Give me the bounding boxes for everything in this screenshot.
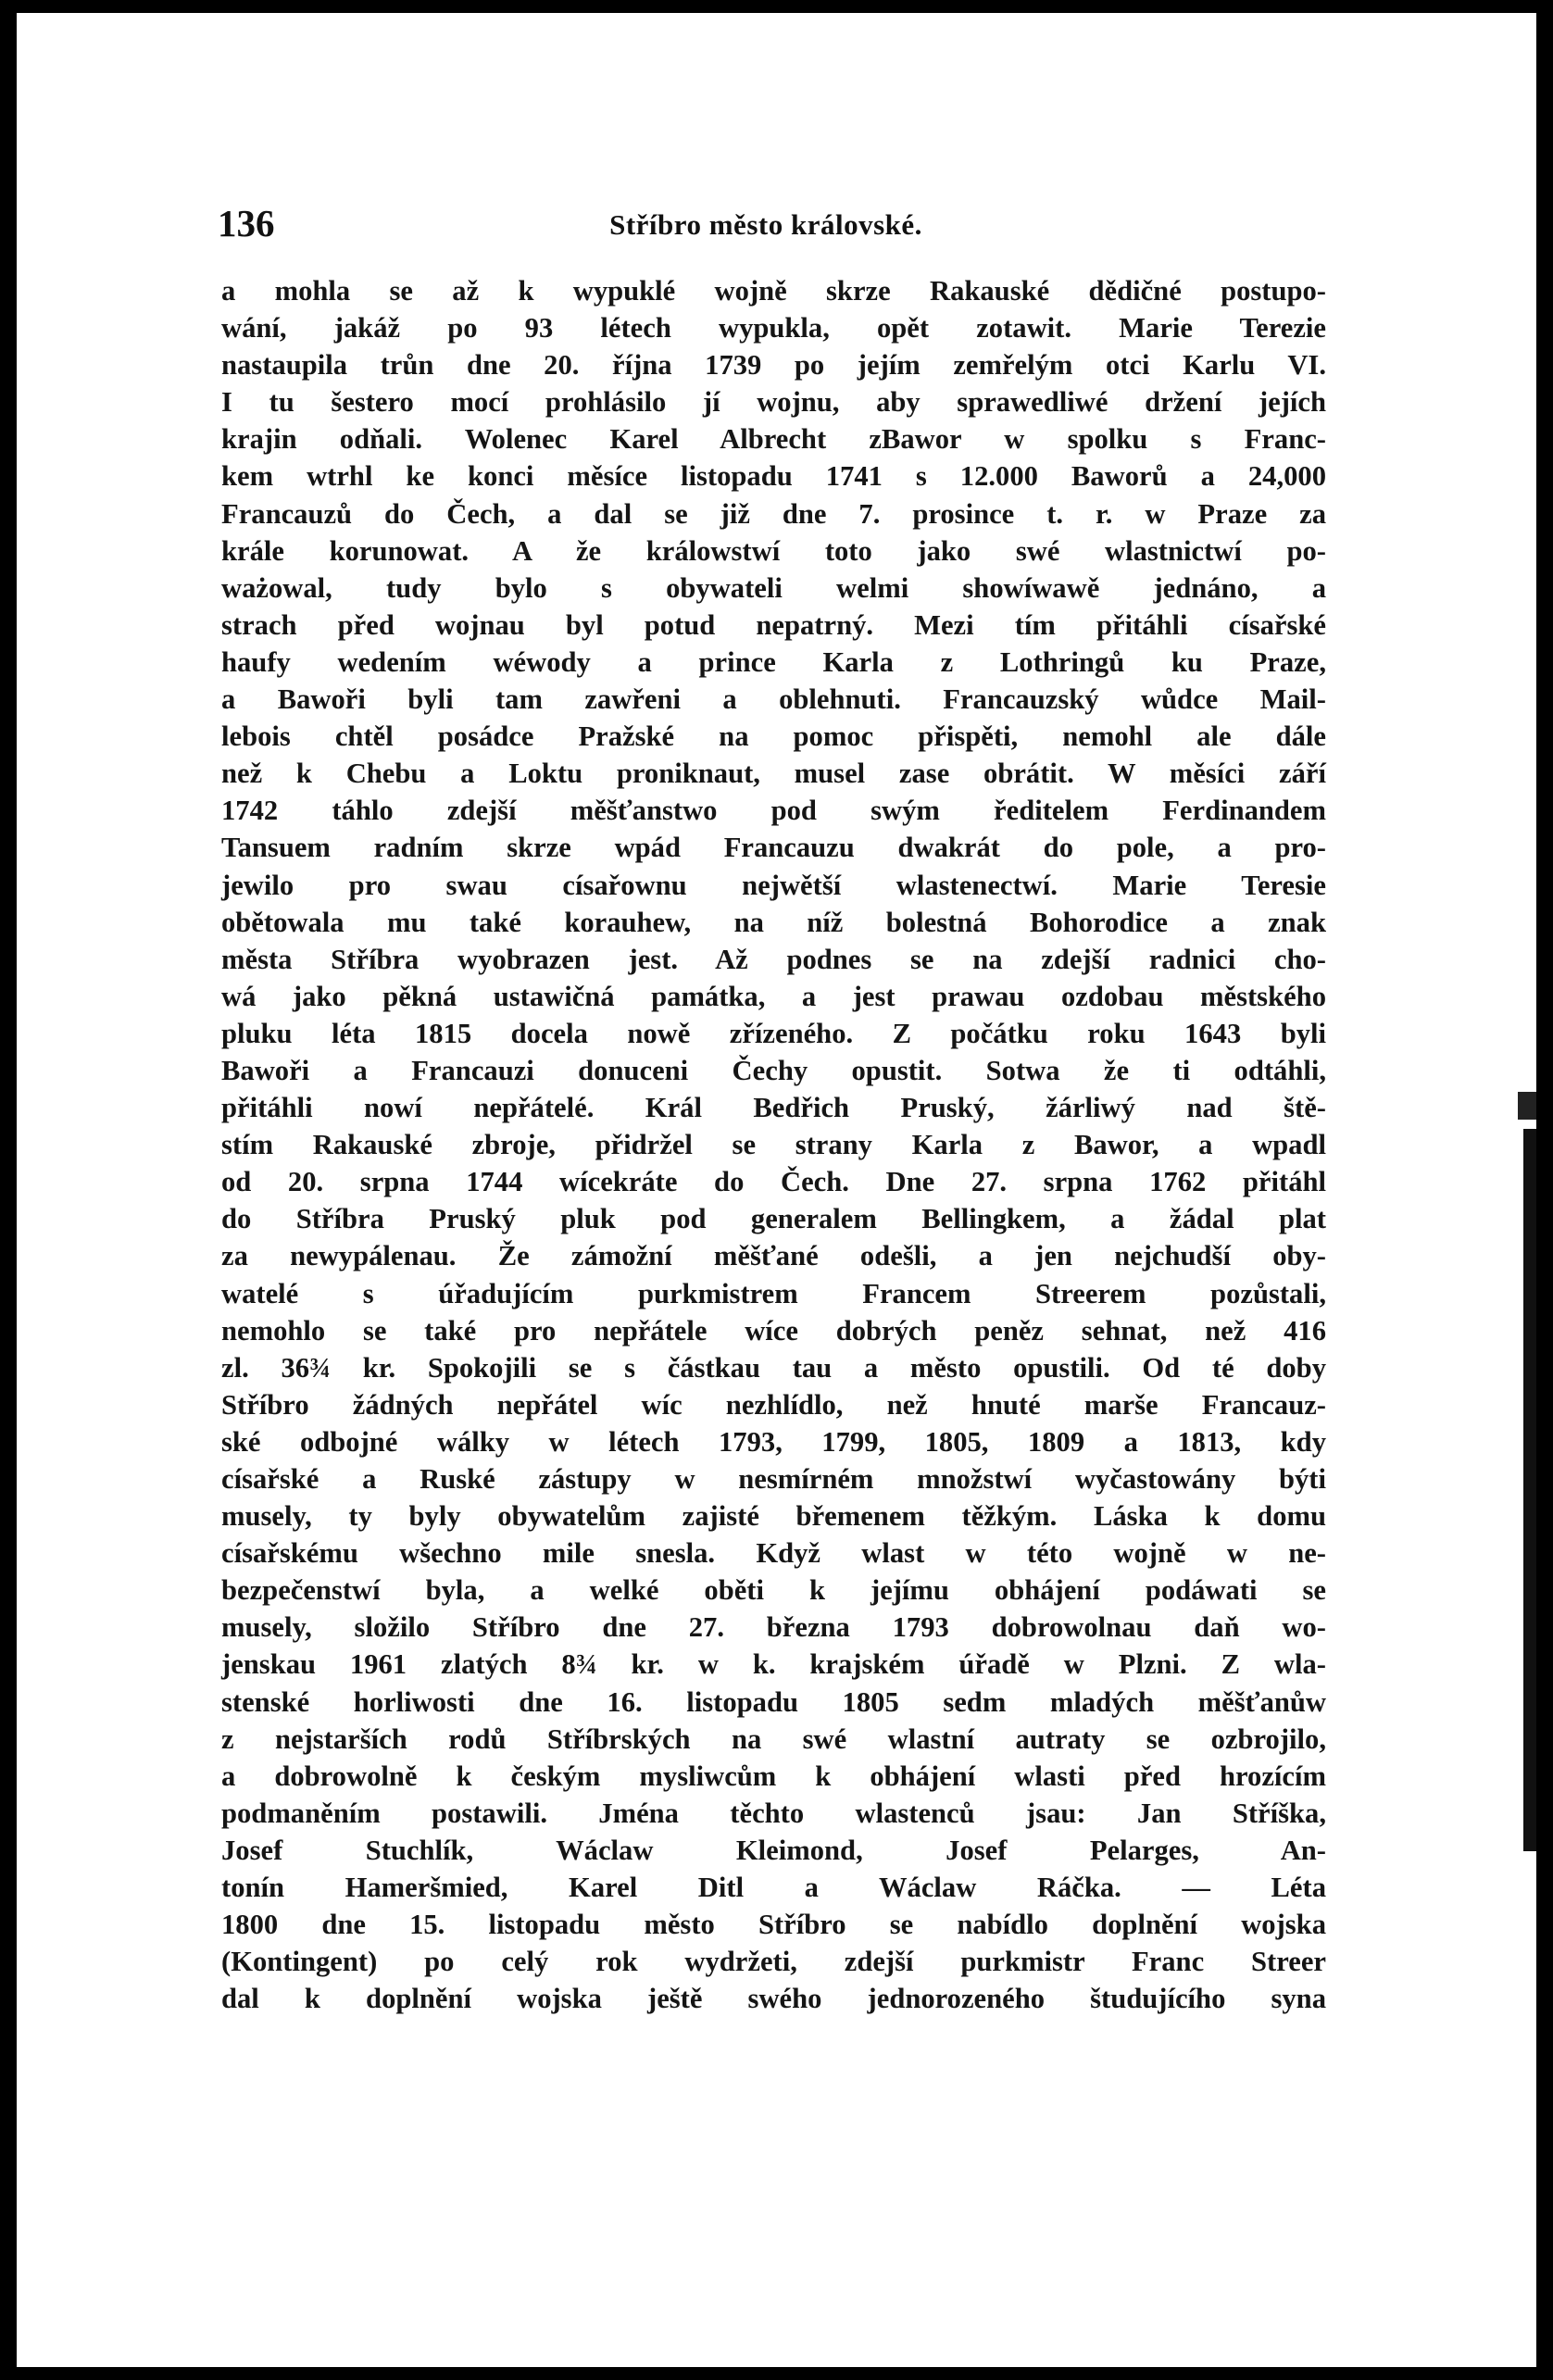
text-line: obětowala mu také korauhew, na níž bolestná Bohorodice a znak — [221, 906, 1326, 938]
text-line: císařskému wšechno mile snesla. Když wlast w této wojně w ne- — [221, 1537, 1326, 1570]
running-title: Stříbro město královské. — [609, 208, 922, 241]
text-line: 1800 dne 15. listopadu město Stříbro se nabídlo doplnění wojska — [221, 1909, 1326, 1941]
book-page — [206, 199, 1326, 2017]
text-line: krále korunowat. A že králowstwí toto jako swé wlastnictwí po- — [221, 534, 1326, 567]
text-line: kem wtrhl ke konci měsíce listopadu 1741 s 12.000 Baworů a 24,000 — [221, 460, 1326, 493]
text-line: Stříbro žádných nepřátel wíc nezhlídlo, než hnuté marše Francauz- — [221, 1388, 1326, 1421]
text-line: ważowal, tudy bylo s obywateli welmi showíwawě jednáno, a — [221, 571, 1326, 604]
text-line: pluku léta 1815 docela nowě zřízeného. Z počátku roku 1643 byli — [221, 1017, 1326, 1049]
text-line: Francauzů do Čech, a dal se již dne 7. prosince t. r. w Praze za — [221, 497, 1326, 530]
text-line: I tu šestero mocí prohlásilo jí wojnu, aby sprawedliwé držení jejích — [221, 386, 1326, 419]
text-line: za newypálenau. Že zámožní měšťané odešli, a jen nejchudší oby- — [221, 1240, 1326, 1272]
text-line: musely, složilo Stříbro dne 27. března 1793 dobrowolnau daň wo- — [221, 1611, 1326, 1644]
text-line: watelé s úřadujícím purkmistrem Francem Streerem pozůstali, — [221, 1277, 1326, 1309]
text-line: strach před wojnau byl potud nepatrný. Mezi tím přitáhli císařské — [221, 608, 1326, 641]
text-line: 1742 táhlo zdejší měšťanstwo pod swým ředitelem Ferdinandem — [221, 795, 1326, 827]
text-line: a dobrowolně k českým mysliwcům k obhájení wlasti před hrozícím — [221, 1760, 1326, 1792]
text-line: a Bawoři byli tam zawřeni a oblehnuti. Francauzský wůdce Mail- — [221, 683, 1326, 716]
text-line: nastaupila trůn dne 20. října 1739 po jejím zemřelým otci Karlu VI. — [221, 349, 1326, 382]
text-line: lebois chtěl posádce Pražské na pomoc přispěti, nemohl ale dále — [221, 720, 1326, 753]
text-line: bezpečenstwí byla, a welké oběti k jejímu obhájení podáwati se — [221, 1574, 1326, 1607]
page-edge-shadow — [1518, 1092, 1536, 1120]
text-line: a mohla se až k wypuklé wojně skrze Rakauské dědičné postupo- — [221, 275, 1326, 307]
text-line: ské odbojné wálky w létech 1793, 1799, 1805, 1809 a 1813, kdy — [221, 1425, 1326, 1458]
running-head — [206, 199, 1326, 255]
text-line: než k Chebu a Loktu proniknaut, musel zase obrátit. W měsíci září — [221, 758, 1326, 790]
text-line: wání, jakáž po 93 létech wypukla, opět zotawit. Marie Terezie — [221, 312, 1326, 344]
text-line: Tansuem radním skrze wpád Francauzu dwakrát do pole, a pro- — [221, 832, 1326, 864]
text-line: města Stříbra wyobrazen jest. Až podnes se na zdejší radnici cho- — [221, 943, 1326, 975]
text-line: stenské horliwosti dne 16. listopadu 1805 sedm mladých měšťanůw — [221, 1685, 1326, 1718]
text-line: z nejstarších rodů Stříbrských na swé wlastní autraty se ozbrojilo, — [221, 1722, 1326, 1755]
text-line: Josef Stuchlík, Wáclaw Kleimond, Josef Pelarges, An- — [221, 1834, 1326, 1866]
text-line: od 20. srpna 1744 wícekráte do Čech. Dne 27. srpna 1762 přitáhl — [221, 1166, 1326, 1198]
text-line: tonín Hameršmied, Karel Ditl a Wáclaw Ráčka. — Léta — [221, 1872, 1326, 1904]
text-line: nemohlo se také pro nepřátele wíce dobrých peněz sehnat, než 416 — [221, 1314, 1326, 1347]
text-line: krajin odňali. Wolenec Karel Albrecht zBawor w spolku s Franc- — [221, 423, 1326, 456]
text-line: Bawoři a Francauzi donuceni Čechy opustit. Sotwa že ti odtáhli, — [221, 1054, 1326, 1086]
text-line: do Stříbra Pruský pluk pod generalem Bellingkem, a žádal plat — [221, 1203, 1326, 1235]
text-line: podmaněním postawili. Jména těchto wlastenců jsau: Jan Stříška, — [221, 1797, 1326, 1829]
text-line: haufy wedením wéwody a prince Karla z Lothringů ku Praze, — [221, 645, 1326, 678]
page-number: 136 — [218, 202, 275, 244]
text-line: císařské a Ruské zástupy w nesmírném množstwí wyčastowány býti — [221, 1463, 1326, 1495]
text-line: přitáhli nowí nepřátelé. Král Bedřich Pruský, žárliwý nad ště- — [221, 1092, 1326, 1124]
text-line: stím Rakauské zbroje, přidržel se strany Karla z Bawor, a wpadl — [221, 1129, 1326, 1161]
text-line: jenskau 1961 zlatých 8¾ kr. w k. krajském úřadě w Plzni. Z wla- — [221, 1648, 1326, 1681]
body-text — [206, 272, 1326, 2017]
text-line: zl. 36¾ kr. Spokojili se s částkau tau a město opustili. Od té doby — [221, 1351, 1326, 1384]
text-line: musely, ty byly obywatelům zajisté břemenem těžkým. Láska k domu — [221, 1500, 1326, 1533]
text-line: wá jako pěkná ustawičná památka, a jest prawau ozdobau městského — [221, 980, 1326, 1012]
text-line: jewilo pro swau císařownu nejwětší wlastenectwí. Marie Teresie — [221, 869, 1326, 901]
text-line: dal k doplnění wojska ještě swého jednorozeného študujícího syna — [221, 1983, 1326, 2015]
text-line: (Kontingent) po celý rok wydržeti, zdejší purkmistr Franc Streer — [221, 1946, 1326, 1978]
page-edge-binding-mark — [1523, 1129, 1536, 1851]
